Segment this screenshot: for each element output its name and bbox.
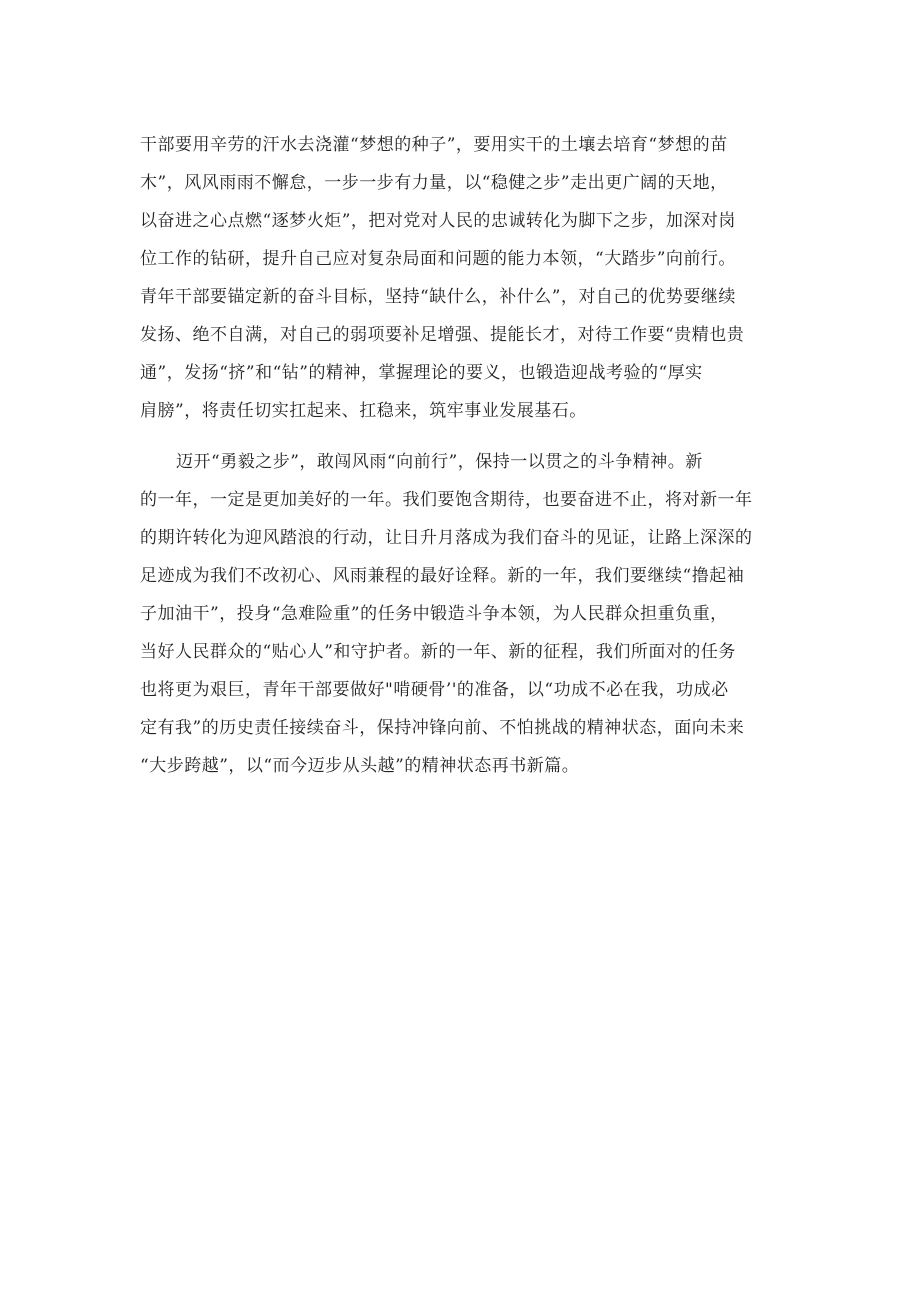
paragraph-2-line-7: 也将更为艰巨，青年干部要做好"啃硬骨’'的准备，以“功成不必在我，功成必 bbox=[140, 680, 729, 700]
paragraph-2-line-5: 子加油干”，投身“急难险重”的任务中锻造斗争本领，为人民群众担重负重， bbox=[140, 604, 728, 624]
paragraph-2-line-4: 足迹成为我们不改初心、风雨兼程的最好诠释。新的一年，我们要继续“撸起袖 bbox=[140, 566, 745, 586]
paragraph-1-line-6: 发扬、绝不自满，对自己的弱项要补足增强、提能长才，对待工作要“贵精也贵 bbox=[140, 325, 745, 345]
paragraph-2-line-2: 的一年，一定是更加美好的一年。我们要饱含期待，也要奋进不止，将对新一年 bbox=[140, 490, 753, 510]
paragraph-1-line-2: 木”，风风雨雨不懈怠，一步一步有力量，以“稳健之步”走出更广阔的天地， bbox=[140, 173, 728, 193]
paragraph-2-line-6: 当好人民群众的“贴心人”和守护者。新的一年、新的征程，我们所面对的任务 bbox=[140, 642, 736, 662]
paragraph-2-line-3: 的期许转化为迎风踏浪的行动，让日升月落成为我们奋斗的见证，让路上深深的 bbox=[140, 528, 753, 548]
paragraph-1-line-5: 青年干部要锚定新的奋斗目标，坚持“缺什么，补什么”，对自己的优势要继续 bbox=[140, 287, 736, 307]
paragraph-2-line-1: 迈开“勇毅之步”，敢闯风雨“向前行”，保持一以贯之的斗争精神。新 bbox=[176, 452, 703, 472]
paragraph-1-line-1: 干部要用辛劳的汗水去浇灌“梦想的种子”，要用实干的土壤去培育“梦想的苗 bbox=[140, 135, 728, 155]
paragraph-2-line-8: 定有我”的历史责任接续奋斗，保持冲锋向前、不怕挑战的精神状态，面向未来 bbox=[140, 718, 745, 738]
paragraph-2-line-9: “大步跨越”，以“而今迈步从头越”的精神状态再书新篇。 bbox=[140, 756, 580, 776]
paragraph-1-line-8: 肩膀”，将责任切实扛起来、扛稳来，筑牢事业发展基石。 bbox=[140, 401, 587, 421]
paragraph-1-line-4: 位工作的钻研，提升自己应对复杂局面和问题的能力本领，“大踏步”向前行。 bbox=[140, 249, 736, 269]
paragraph-1-line-7: 通”，发扬“挤”和“钻”的精神，掌握理论的要义，也锻造迎战考验的“厚实 bbox=[140, 363, 703, 383]
paragraph-1-line-3: 以奋进之心点燃“逐梦火炬”，把对党对人民的忠诚转化为脚下之步，加深对岗 bbox=[140, 211, 736, 231]
